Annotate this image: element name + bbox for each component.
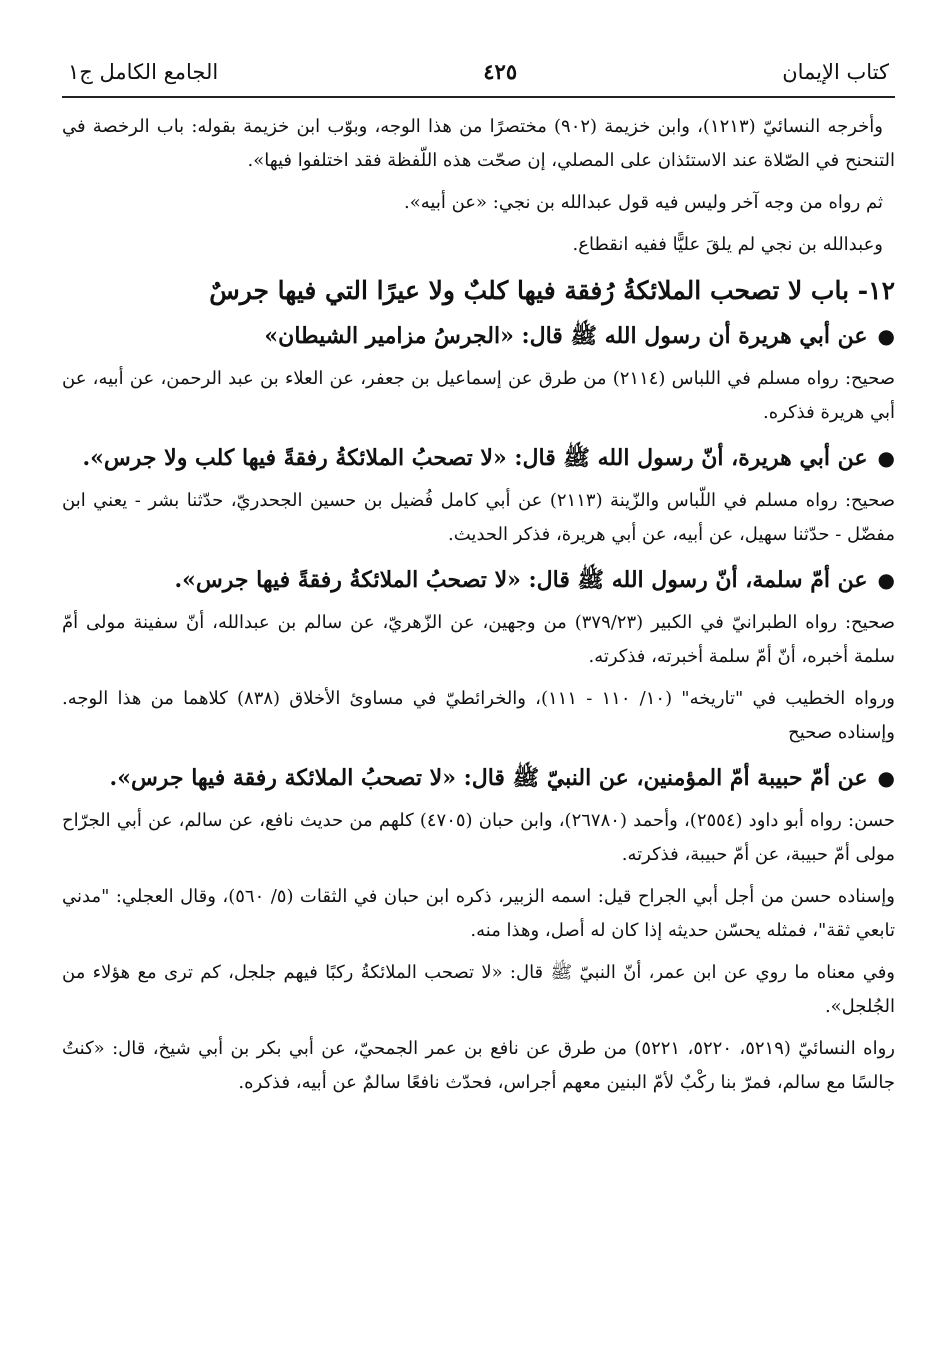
bullet-icon: ● — [877, 324, 895, 348]
hadith-body: عن أبي هريرة أن رسول الله ﷺ قال: «الجرسُ مزامير الشيطان» — [264, 323, 868, 349]
hadith-note: رواه النسائيّ (٥٢١٩، ٥٢٢٠، ٥٢٢١) من طرق عن نافع بن عمر الجمحيّ، عن أبي بكر بن أبي شيخ، قال: «كنتُ جالسًا مع سالم، فمرّ بنا ركْبٌ لأمّ البنين معهم أجراس، فحدّث نافعًا سالمٌ عن أبيه، فذكره. — [62, 1038, 895, 1093]
bullet-icon: ● — [877, 568, 895, 592]
hadith-body: عن أبي هريرة، أنّ رسول الله ﷺ قال: «لا تصحبُ الملائكةُ رفقةً فيها كلب ولا جرس». — [82, 445, 868, 471]
hadith-note: ورواه الخطيب في "تاريخه" (١٠/ ١١٠ - ١١١)، والخرائطيّ في مساوئ الأخلاق (٨٣٨) كلاهما من هذا الوجه. وإسناده صحيح — [62, 688, 895, 743]
page-number: ٤٢٥ — [483, 59, 518, 84]
hadith-body: عن أمّ حبيبة أمّ المؤمنين، عن النبيّ ﷺ قال: «لا تصحبُ الملائكة رفقة فيها جرس». — [109, 765, 868, 791]
header-book-section: كتاب الإيمان — [782, 60, 889, 84]
hadith-text — [62, 758, 895, 798]
hadith-body: عن أمّ سلمة، أنّ رسول الله ﷺ قال: «لا تصحبُ الملائكةُ رفقةً فيها جرس». — [174, 567, 868, 593]
chapter-title: ١٢- باب لا تصحب الملائكةُ رُفقة فيها كلبٌ ولا عيرًا التي فيها جرسٌ — [209, 276, 895, 305]
hadith-note: صحيح: رواه الطبرانيّ في الكبير (٣٧٩/٢٣) من وجهين، عن الزّهريّ، عن سالم بن عبدالله، أنّ سفينة مولى أمّ سلمة أخبره، أنّ أمّ سلمة أخبرته، فذكرته. — [62, 612, 895, 667]
hadith-note: صحيح: رواه مسلم في اللباس (٢١١٤) من طرق عن إسماعيل بن جعفر، عن العلاء بن عبد الرحمن، عن أبيه، عن أبي هريرة فذكره. — [62, 368, 895, 423]
paragraph: وعبدالله بن نجي لم يلقَ عليًّا ففيه انقطاع. — [572, 234, 883, 255]
bullet-icon: ● — [877, 766, 895, 790]
hadith-note: وفي معناه ما روي عن ابن عمر، أنّ النبيّ ﷺ قال: «لا تصحب الملائكةُ ركبًا فيهم جلجل، كم ترى مع هؤلاء من الجُلجل». — [62, 962, 895, 1017]
paragraph: ثم رواه من وجه آخر وليس فيه قول عبدالله بن نجي: «عن أبيه». — [404, 192, 883, 213]
hadith-text — [62, 316, 895, 356]
book-page — [62, 58, 895, 1108]
hadith-text — [62, 560, 895, 600]
page-header — [62, 58, 895, 86]
paragraph: وأخرجه النسائيّ (١٢١٣)، وابن خزيمة (٩٠٢) مختصرًا من هذا الوجه، وبوّب ابن خزيمة بقوله: باب الرخصة في التنحنح في الصّلاة عند الاستئذان على المصلي، إن صحّت هذه اللّفظة فقد اختلفوا فيها». — [62, 116, 895, 171]
header-divider — [62, 96, 895, 98]
header-book-title: الجامع الكامل ج١ — [68, 60, 219, 84]
hadith-note: وإسناده حسن من أجل أبي الجراح قيل: اسمه الزبير، ذكره ابن حبان في الثقات (٥/ ٥٦٠)، وقال العجلي: "مدني تابعي ثقة"، فمثله يحسّن حديثه إذا كان له أصل، وهذا منه. — [62, 886, 895, 941]
hadith-note: صحيح: رواه مسلم في اللّباس والزّينة (٢١١٣) عن أبي كامل فُضيل بن حسين الجحدريّ، حدّثنا بشر - يعني ابن مفضّل - حدّثنا سهيل، عن أبيه، عن أبي هريرة، فذكر الحديث. — [62, 490, 895, 545]
bullet-icon: ● — [877, 446, 895, 470]
hadith-note: حسن: رواه أبو داود (٢٥٥٤)، وأحمد (٢٦٧٨٠)، وابن حبان (٤٧٠٥) كلهم من حديث نافع، عن سالم، عن أبي الجرّاح مولى أمّ حبيبة، عن أمّ حبيبة، فذكرته. — [62, 810, 895, 865]
hadith-text — [62, 438, 895, 478]
